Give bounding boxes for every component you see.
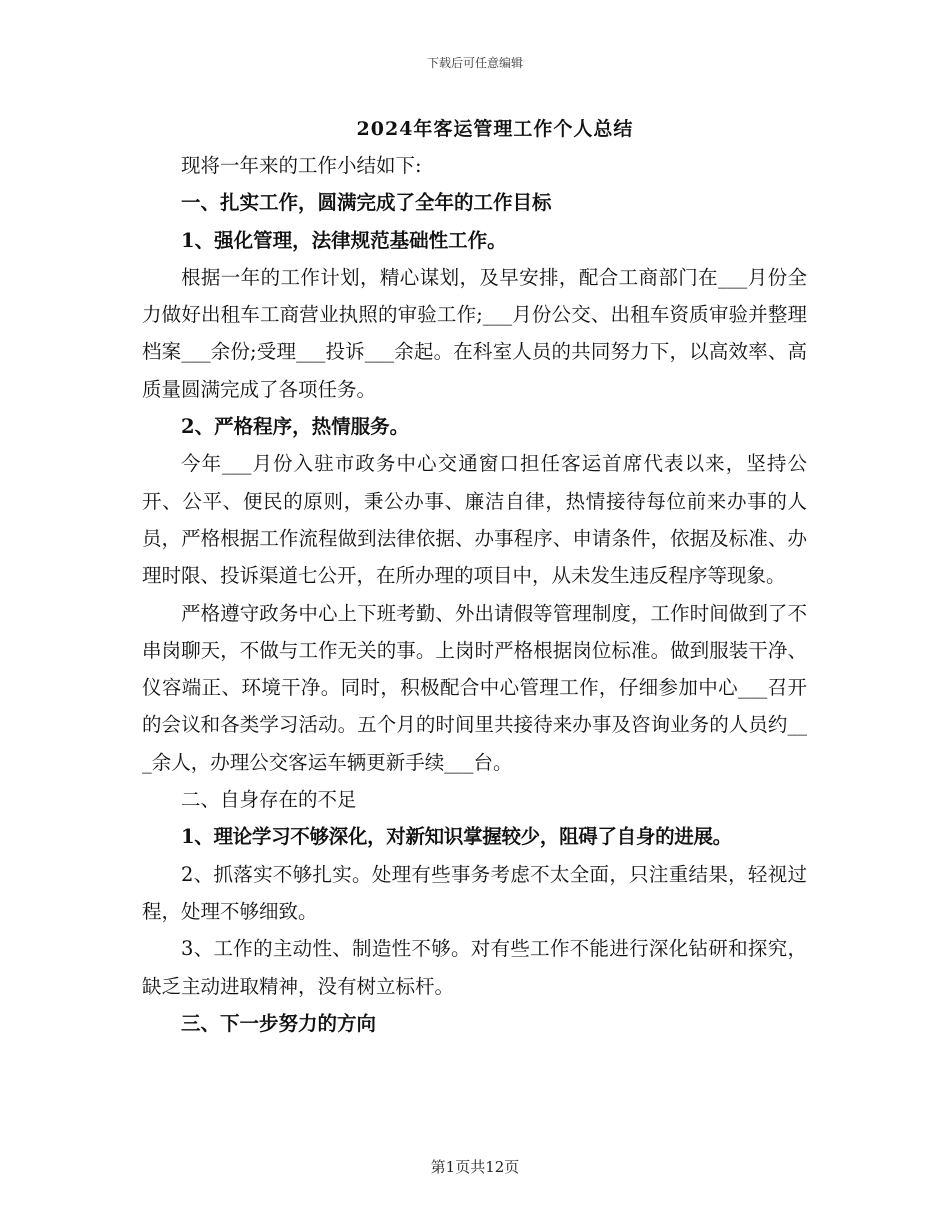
header-note: 下载后可任意编辑 <box>426 56 523 70</box>
body-paragraph: 根据一年的工作计划，精心谋划，及早安排，配合工商部门在___月份全力做好出租车工商营业执照的审验工作;___月份公交、出租车资质审验并整理档案___余份;受理___投诉___余起。在科室人员的共同努力下，以高效率、高质量圆满完成了各项任务。 <box>142 265 807 401</box>
subsection-heading-1-1: 1、强化管理，法律规范基础性工作。 <box>181 228 507 252</box>
body-paragraph: 2、抓落实不够扎实。处理有些事务考虑不太全面，只注重结果，轻视过程，处理不够细致。 <box>142 862 807 923</box>
section-heading-3: 三、下一步努力的方向 <box>181 1011 377 1035</box>
body-paragraph: 严格遵守政务中心上下班考勤、外出请假等管理制度，工作时间做到了不串岗聊天，不做与工作无关的事。上岗时严格根据岗位标准。做到服装干净、仪容端正、环境干净。同时，积极配合中心管理工作，仔细参加中心___召开的会议和各类学习活动。五个月的时间里共接待来办事及咨询业务的人员约___余人，办理公交客运车辆更新手续___台。 <box>142 601 807 774</box>
section-heading-2: 二、自身存在的不足 <box>181 788 357 812</box>
body-paragraph: 3、工作的主动性、制造性不够。对有些工作不能进行深化钻研和探究，缺乏主动进取精神，没有树立标杆。 <box>142 937 807 998</box>
document-body <box>142 147 807 1042</box>
body-paragraph: 今年___月份入驻市政务中心交通窗口担任客运首席代表以来，坚持公开、公平、便民的原则，秉公办事、廉洁自律，热情接待每位前来办事的人员，严格根据工作流程做到法律依据、办事程序、申请条件，依据及标准、办理时限、投诉渠道七公开，在所办理的项目中，从未发生违反程序等现象。 <box>142 452 807 588</box>
page-footer: 第1页共12页 <box>430 1158 520 1176</box>
section-heading-1: 一、扎实工作，圆满完成了全年的工作目标 <box>181 191 552 215</box>
document-title: 2024年客运管理工作个人总结 <box>356 118 634 140</box>
subsection-heading-2-1: 1、理论学习不够深化，对新知识掌握较少，阻碍了自身的进展。 <box>181 825 732 849</box>
intro-paragraph: 现将一年来的工作小结如下: <box>181 154 422 177</box>
subsection-heading-1-2: 2、严格程序，热情服务。 <box>181 415 410 439</box>
